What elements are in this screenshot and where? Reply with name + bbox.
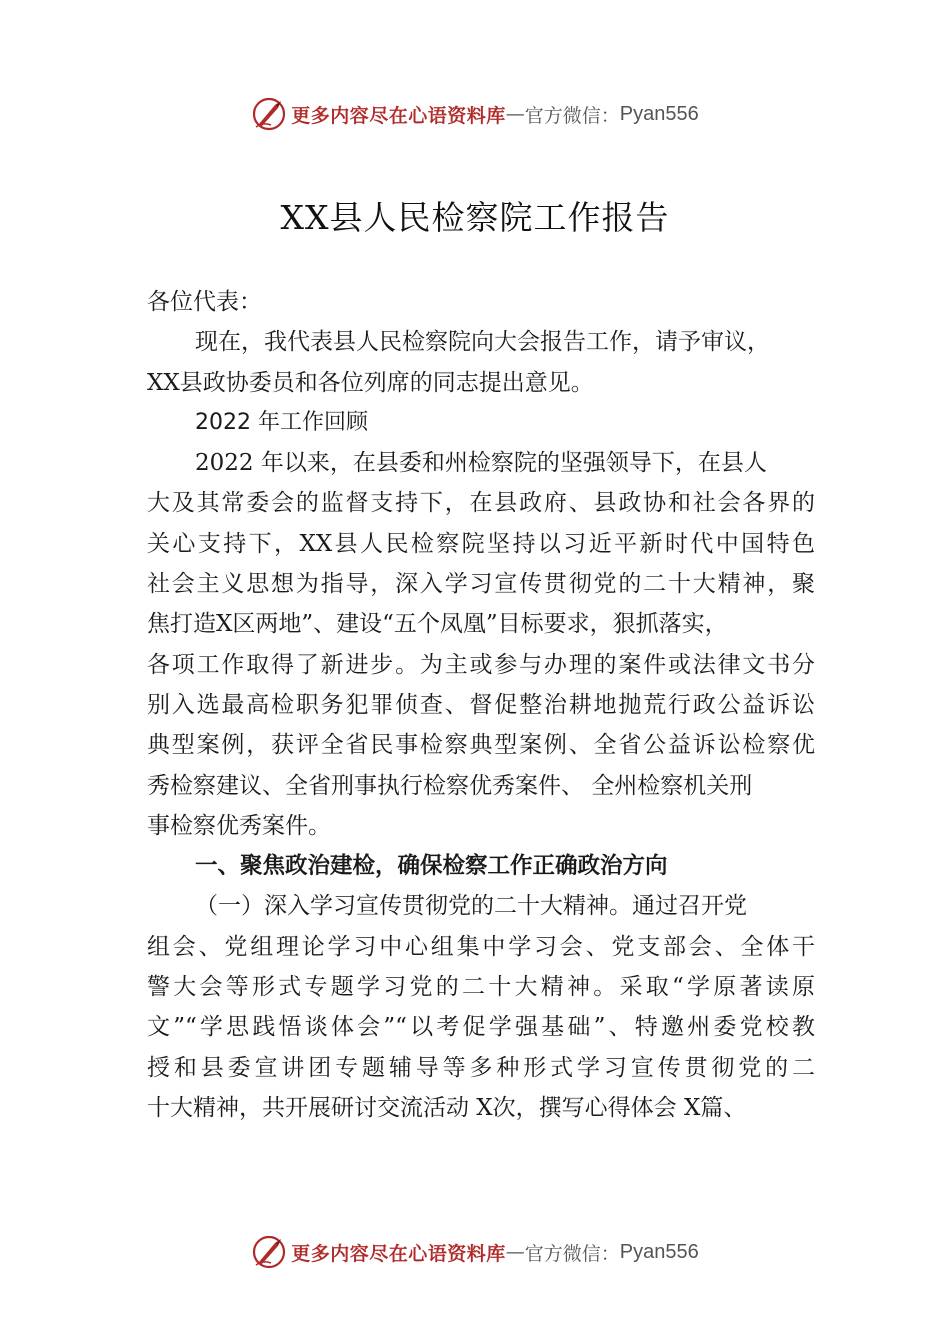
watermark-text: 更多内容尽在心语资料库: [291, 1242, 506, 1265]
paragraph-line: 授和县委宣讲团专题辅导等多种形式学习宣传贯彻党的二: [147, 1054, 815, 1081]
paragraph-line: 社会主义思想为指导，深入学习宣传贯彻党的二十大精神，聚: [147, 571, 815, 598]
paragraph-line: 秀检察建议、全省刑事执行检察优秀案件、 全州检察机关刑: [147, 772, 753, 799]
intro-line: XX县政协委员和各位列席的同志提出意见。: [147, 369, 594, 396]
paragraph-line: 典型案例，获评全省民事检察典型案例、全省公益诉讼检察优: [147, 732, 815, 759]
paragraph-line: 2022 年以来，在县委和州检察院的坚强领导下，在县人: [195, 450, 767, 477]
watermark-label: 官方微信：: [524, 1242, 620, 1265]
footer-watermark: [0, 1232, 950, 1272]
watermark-dash: —: [505, 1241, 525, 1263]
watermark-id: Pyan556: [619, 102, 699, 125]
document-body: [147, 282, 815, 1128]
watermark-text: 更多内容尽在心语资料库: [291, 104, 506, 127]
paragraph-line: 组会、党组理论学习中心组集中学习会、党支部会、全体干: [147, 933, 815, 960]
paragraph-line: （一）深入学习宣传贯彻党的二十大精神。通过召开党: [195, 893, 747, 920]
paragraph-line: 别入选最高检职务犯罪侦查、督促整治耕地抛荒行政公益诉讼: [147, 691, 815, 718]
paragraph-line: 各项工作取得了新进步。为主或参与办理的案件或法律文书分: [147, 651, 815, 678]
paragraph-line: 十大精神，共开展研讨交流活动 X次，撰写心得体会 X篇、: [147, 1094, 747, 1121]
section-heading: 一、聚焦政治建检，确保检察工作正确政治方向: [195, 853, 668, 880]
paragraph-line: 警大会等形式专题学习党的二十大精神。采取“学原著读原: [147, 974, 815, 1001]
paragraph-line: 焦打造X区两地”、建设“五个凤凰”目标要求，狠抓落实，: [147, 611, 728, 638]
watermark-label: 官方微信：: [524, 104, 620, 127]
watermark-dash: —: [505, 103, 525, 125]
paragraph-line: 事检察优秀案件。: [147, 812, 331, 839]
header-watermark: [0, 94, 950, 134]
paragraph-line: 关心支持下，XX县人民检察院坚持以习近平新时代中国特色: [147, 530, 815, 557]
watermark-id: Pyan556: [619, 1240, 699, 1263]
review-heading: 2022 年工作回顾: [195, 409, 368, 435]
paragraph-line: 大及其常委会的监督支持下，在县政府、县政协和社会各界的: [147, 490, 815, 517]
document-title: XX县人民检察院工作报告: [280, 198, 670, 237]
salutation: 各位代表：: [147, 289, 262, 315]
quill-pen-logo-icon: [251, 96, 287, 132]
quill-pen-logo-icon: [251, 1234, 287, 1270]
intro-line: 现在，我代表县人民检察院向大会报告工作，请予审议，: [195, 329, 770, 356]
paragraph-line: 文”“学思践悟谈体会”“以考促学强基础”、特邀州委党校教: [147, 1014, 815, 1041]
